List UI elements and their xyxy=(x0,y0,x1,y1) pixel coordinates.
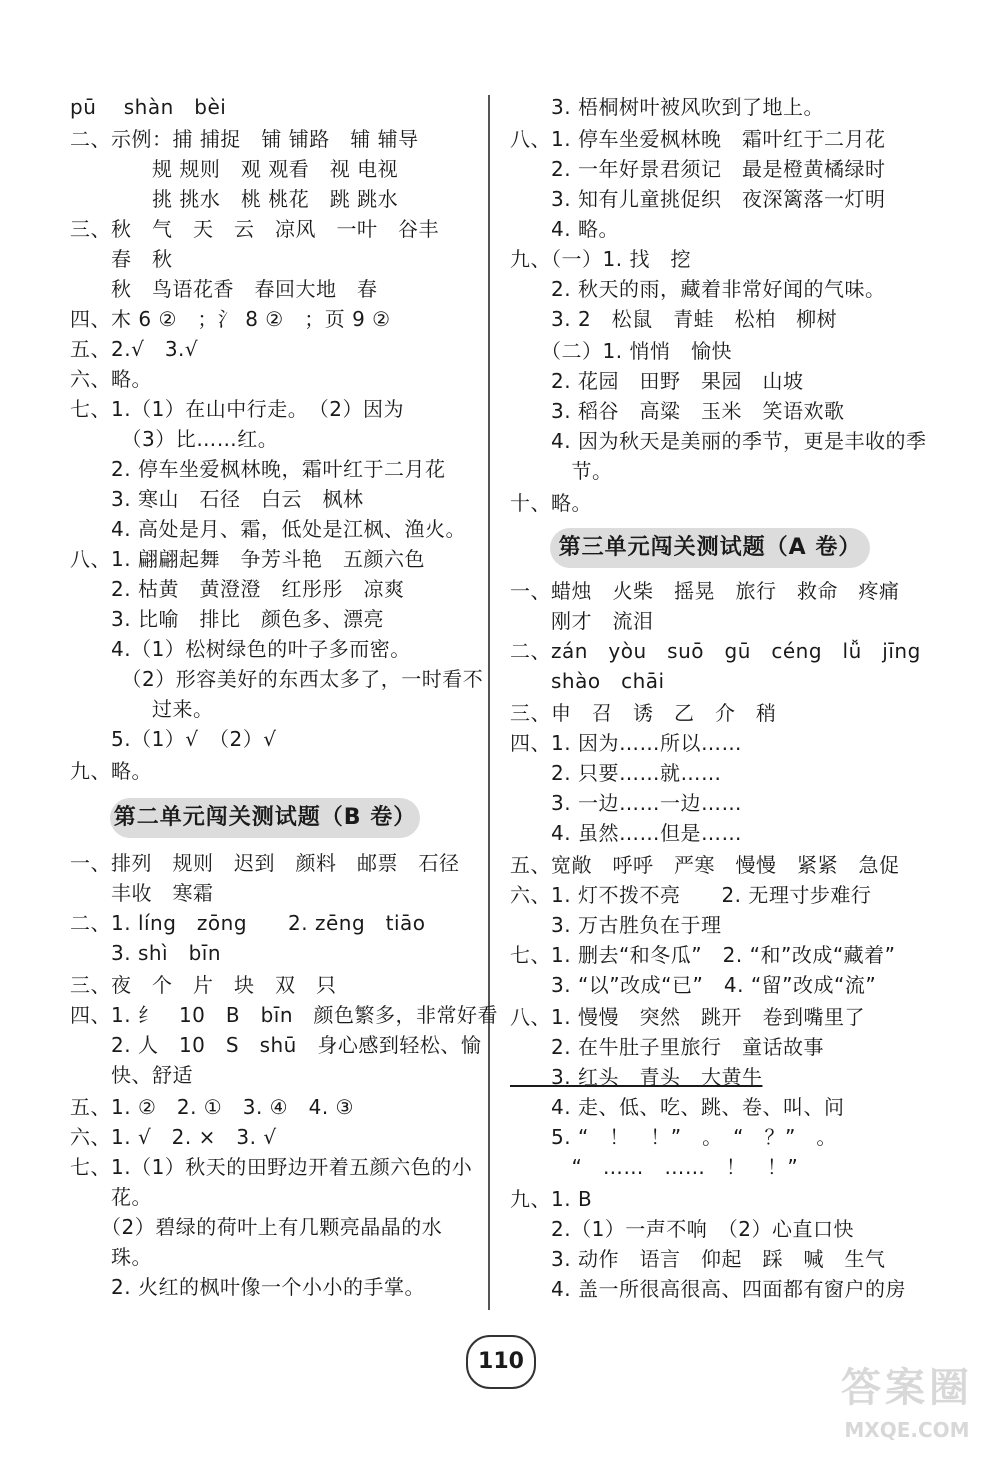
answer-line: 刚才 流泪 xyxy=(510,609,654,633)
answer-line: 2. 停车坐爱枫林晚，霜叶红于二月花 xyxy=(70,457,446,481)
answer-line: 七、1.（1）秋天的田野边开着五颜六色的小 xyxy=(70,1155,473,1179)
page-number: 110 xyxy=(466,1335,536,1389)
answer-line: 一、排列 规则 迟到 颜料 邮票 石径 xyxy=(70,851,460,875)
answer-line: 四、1. 因为……所以…… xyxy=(510,731,742,755)
answer-line: 九、略。 xyxy=(70,759,152,783)
watermark-logo xyxy=(832,1360,982,1450)
answer-line: 2. 一年好景君须记 最是橙黄橘绿时 xyxy=(510,157,886,181)
answer-line: 三、夜 个 片 块 双 只 xyxy=(70,973,337,997)
answer-line: 3. “以”改成“已” 4. “留”改成“流” xyxy=(510,973,877,997)
answer-line: 3. 万古胜负在于理 xyxy=(510,913,722,937)
answer-line: 3. 寒山 石径 白云 枫林 xyxy=(70,487,364,511)
answer-line: 十、略。 xyxy=(510,491,592,515)
answer-line: 2. 花园 田野 果园 山坡 xyxy=(510,369,804,393)
answer-line: 三、申 召 诱 乙 介 稍 xyxy=(510,701,777,725)
answer-line: 4. 盖一所很高很高、四面都有窗户的房 xyxy=(510,1277,906,1301)
answer-line: 四、木 6 ② ；氵 8 ② ；页 9 ② xyxy=(70,307,391,331)
answer-line: 快、舒适 xyxy=(70,1063,193,1087)
answer-line: 3. 稻谷 高粱 玉米 笑语欢歌 xyxy=(510,399,845,423)
answer-line: 2.（1）一声不响 （2）心直口快 xyxy=(510,1217,855,1241)
answer-line: 节。 xyxy=(510,459,613,483)
answer-line: 四、1. 纟 10 B bīn 颜色繁多，非常好看 xyxy=(70,1003,499,1027)
answer-line: 三、秋 气 天 云 凉风 一叶 谷丰 xyxy=(70,217,439,241)
answer-line-underlined: 3. 红头 青头 大黄牛 xyxy=(510,1065,763,1089)
answer-line: 2. 人 10 S shū 身心感到轻松、愉 xyxy=(70,1033,482,1057)
answer-line: 珠。 xyxy=(70,1245,152,1269)
answer-line: 七、1.（1）在山中行走。 （2）因为 xyxy=(70,397,405,421)
answer-line: 丰收 寒霜 xyxy=(70,881,214,905)
answer-line: 5.（1）√ （2）√ xyxy=(70,727,277,751)
answer-line: （3）比……红。 xyxy=(70,427,279,451)
answer-line: 一、蜡烛 火柴 摇晃 旅行 救命 疼痛 xyxy=(510,579,900,603)
answer-line: 3. 一边……一边…… xyxy=(510,791,742,815)
answer-line: 八、1. 慢慢 突然 跳开 卷到嘴里了 xyxy=(510,1005,865,1029)
answer-line: 4.（1）松树绿色的叶子多而密。 xyxy=(70,637,411,661)
answer-line: 4. 虽然……但是…… xyxy=(510,821,742,845)
answer-line: （2）碧绿的荷叶上有几颗亮晶晶的水 xyxy=(70,1215,443,1239)
column-divider xyxy=(488,95,490,1310)
answer-line: 二、示例：捕 捕捉 铺 铺路 辅 辅导 xyxy=(70,127,419,151)
section-heading: 第三单元闯关测试题（A 卷） xyxy=(550,528,870,568)
answer-line: 4. 因为秋天是美丽的季节，更是丰收的季 xyxy=(510,429,927,453)
answer-line: 春 秋 xyxy=(70,247,173,271)
answer-line: 八、1. 停车坐爱枫林晚 霜叶红于二月花 xyxy=(510,127,886,151)
answer-line: 2. 秋天的雨，藏着非常好闻的气味。 xyxy=(510,277,886,301)
watermark-text: 答案圈 xyxy=(841,1365,973,1411)
answer-line: 五、宽敞 呼呼 严寒 慢慢 紧紧 急促 xyxy=(510,853,900,877)
answer-line: 秋 鸟语花香 春回大地 春 xyxy=(70,277,378,301)
answer-line: 5. “ ！ ！” 。 “ ？” 。 xyxy=(510,1125,837,1149)
answer-line: 3. shì bīn xyxy=(70,941,222,965)
answer-line: pū shàn bèi xyxy=(70,95,227,119)
answer-line: 五、2.√ 3.√ xyxy=(70,337,199,361)
answer-line: 八、1. 翩翩起舞 争芳斗艳 五颜六色 xyxy=(70,547,425,571)
watermark-url: MXQE.COM xyxy=(844,1418,970,1442)
answer-line: 九、（一）1. 找 挖 xyxy=(510,247,691,271)
answer-line: 花。 xyxy=(70,1185,152,1209)
answer-line: 3. 知有儿童挑促织 夜深篱落一灯明 xyxy=(510,187,886,211)
section-heading: 第二单元闯关测试题（B 卷） xyxy=(110,798,420,838)
answer-line: 2. 枯黄 黄澄澄 红彤彤 凉爽 xyxy=(70,577,405,601)
answer-line: 二、zán yòu suō gū céng lǚ jīng xyxy=(510,639,921,663)
answer-line: 过来。 xyxy=(70,697,214,721)
answer-line: 4. 略。 xyxy=(510,217,619,241)
answer-line: 2. 在牛肚子里旅行 童话故事 xyxy=(510,1035,824,1059)
answer-line: 3. 梧桐树叶被风吹到了地上。 xyxy=(510,95,824,119)
answer-line: 二、1. líng zōng 2. zēng tiāo xyxy=(70,911,426,935)
answer-line: 六、1. 灯不拨不亮 2. 无理寸步难行 xyxy=(510,883,872,907)
answer-line: 规 规则 观 观看 视 电视 xyxy=(70,157,399,181)
answer-line: 3. 动作 语言 仰起 踩 喊 生气 xyxy=(510,1247,886,1271)
answer-line: 六、略。 xyxy=(70,367,152,391)
answer-line: 2. 只要……就…… xyxy=(510,761,722,785)
answer-line: 4. 走、低、吃、跳、卷、叫、问 xyxy=(510,1095,845,1119)
answer-line: 3. 2 松鼠 青蛙 松柏 柳树 xyxy=(510,307,838,331)
answer-line: （二）1. 悄悄 愉快 xyxy=(510,339,732,363)
answer-line: 五、1. ② 2. ① 3. ④ 4. ③ xyxy=(70,1095,354,1119)
answer-line: 挑 挑水 桃 桃花 跳 跳水 xyxy=(70,187,399,211)
answer-line: 4. 高处是月、霜，低处是江枫、渔火。 xyxy=(70,517,466,541)
answer-line: 六、1. √ 2. × 3. √ xyxy=(70,1125,277,1149)
answer-line: 九、1. B xyxy=(510,1187,593,1211)
answer-line: （2）形容美好的东西太多了，一时看不 xyxy=(70,667,484,691)
answer-line: 2. 火红的枫叶像一个小小的手掌。 xyxy=(70,1275,425,1299)
answer-line: “ …… …… ！ ！” xyxy=(510,1155,799,1179)
answer-line: 七、1. 删去“和冬瓜” 2. “和”改成“藏着” xyxy=(510,943,896,967)
answer-line: 3. 比喻 排比 颜色多、漂亮 xyxy=(70,607,384,631)
answer-line: shào chāi xyxy=(510,669,665,693)
